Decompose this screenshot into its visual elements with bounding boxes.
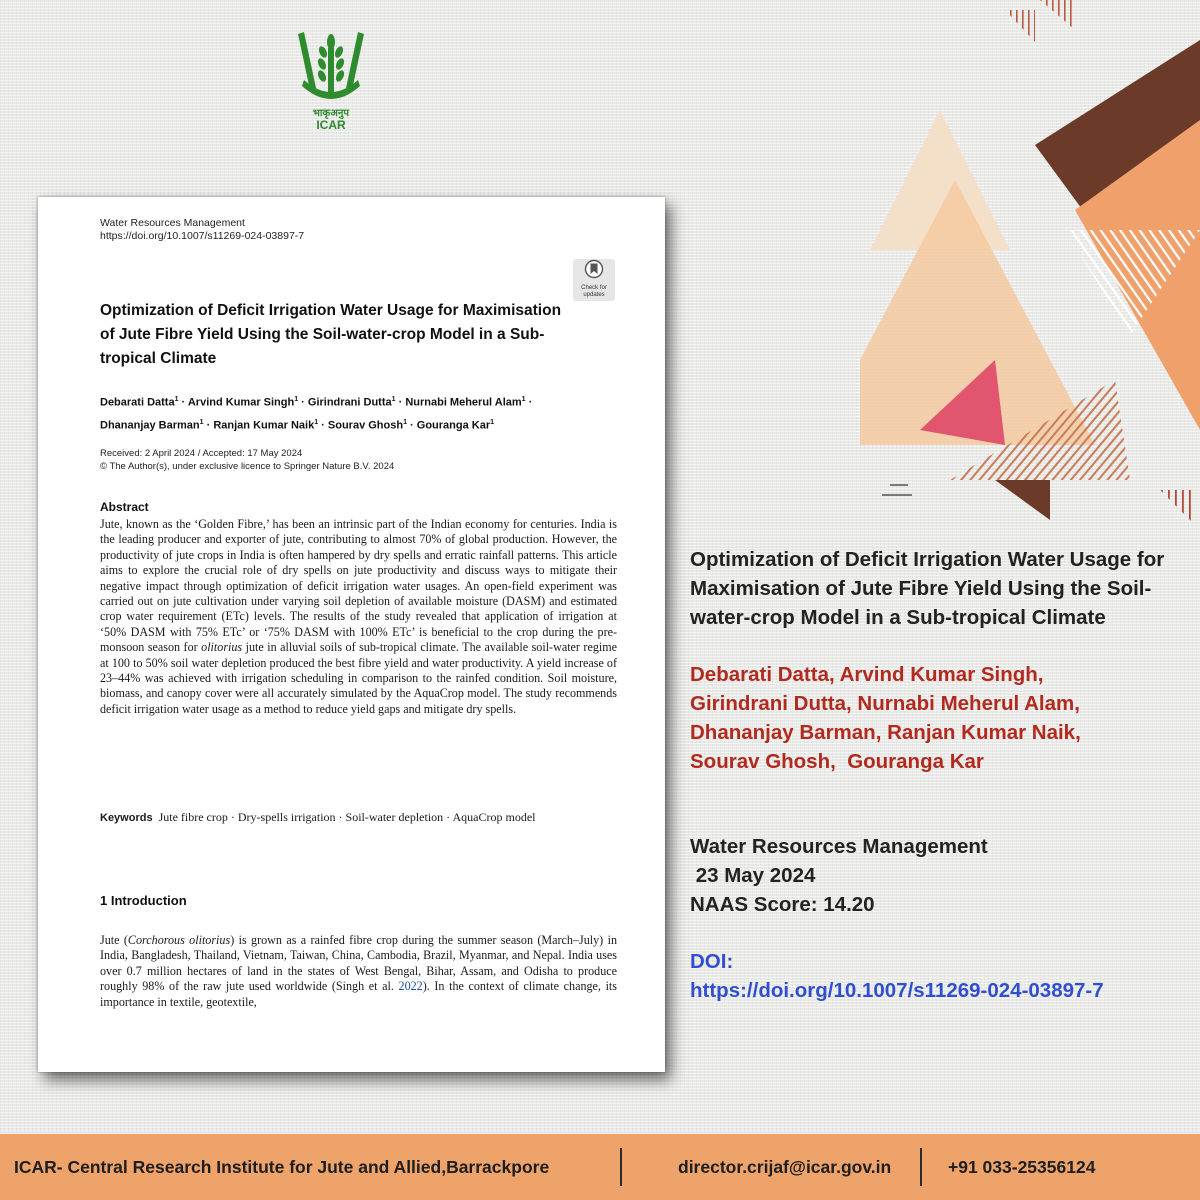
paper-author: Dhananjay Barman: [100, 419, 200, 432]
decorative-triangles: [860, 0, 1200, 530]
paper-dates: [100, 447, 394, 473]
svg-text:ICAR: ICAR: [316, 118, 346, 132]
keywords-label: Keywords: [100, 812, 153, 824]
check-for-updates-label: Check for updates: [581, 285, 607, 298]
info-authors: Debarati Datta, Arvind Kumar Singh, Girindrani Dutta, Nurnabi Meherul Alam, Dhananjay Barman, Ranjan Kumar Naik, Sourav Ghosh, Gouranga Kar: [690, 663, 1081, 773]
introduction-text: Jute (Corchorous olitorius) is grown as a rainfed fibre crop during the summer season (March–July) in India, Bangladesh, Thailand, Vietnam, Taiwan, China, Cambodia, Brazil, Myanmar, and Nepal. India uses over 0.7 million hectares of land in the states of West Bengal, Bihar, Assam, and Odisha to produce roughly 98% of the raw jute used worldwide (Singh et al. 2022). In the context of climate change, its importance in textile, geotextile,: [100, 933, 617, 1009]
wheat-emblem-icon: [290, 28, 372, 132]
publication-info: [690, 545, 1175, 1005]
paper-author: Arvind Kumar Singh: [187, 396, 295, 409]
paper-doi-link[interactable]: https://doi.org/10.1007/s11269-024-03897-7: [100, 230, 305, 242]
paper-author: Debarati Datta: [100, 396, 175, 409]
paper-author: Nurnabi Meherul Alam: [405, 396, 522, 409]
abstract-heading: Abstract: [100, 500, 149, 514]
footer-bar: [0, 1134, 1200, 1200]
deco-line-2: [882, 494, 912, 496]
info-doi-label: DOI:: [690, 950, 734, 973]
deco-hatch-top: [1005, 10, 1035, 42]
paper-preview: [38, 197, 665, 1072]
abstract-text: Jute, known as the ‘Golden Fibre,’ has been an intrinsic part of the Indian economy for centuries. India is the leading producer and exporter of jute, contributing to almost 70% of global production. However, the productivity of jute crops in India is often hampered by dry spells and erratic rainfall patterns. This article aims to explore the crucial role of dry spells on jute productivity and discuss ways to mitigate their negative impact through optimization of deficit irrigation water usages. An open-field experiment was carried out on jute cultivation under varying soil depletion of available moisture (DASM) and estimated crop water requirement (ETc) levels. The results of the study revealed that application of irrigation at ‘50% DASM with 75% ETc’ or ‘75% DASM with 100% ETc’ is beneficial to the crop during the pre-monsoon season for olitorius jute in alluvial soils of sub-tropical climate. The available soil-water regime at 100 to 50% soil water depletion produced the best fibre yield and water productivity. A yield increase of 23–44% was achieved with irrigation scheduling in comparison to the rainfed condition. Soil moisture, biomass, and canopy cover were all accurately simulated by the AquaCrop model. The study recommends deficit irrigation water usage as a method to reduce yield gaps and mitigate dry spells.: [100, 517, 617, 716]
footer-institute: ICAR- Central Research Institute for Jute and Allied,Barrackpore: [14, 1157, 550, 1177]
paper-title: Optimization of Deficit Irrigation Water Usage for Maximisation of Jute Fibre Yield Using the Soil-water-crop Model in a Sub-tropical Climate: [100, 302, 562, 367]
footer-phone[interactable]: +91 033-25356124: [948, 1157, 1096, 1177]
bookmark-icon: [584, 259, 604, 279]
paper-authors: Debarati Datta$^1$ · Arvind Kumar Singh$^1$ · Girindrani Dutta$^1$ · Nurnabi Meherul Alam$^1$ · Dhananjay Barman$^1$ · Ranjan Kumar Naik$^1$ · Sourav Ghosh$^1$ · Gouranga Kar$^1$: [100, 396, 533, 432]
paper-journal-header: [100, 217, 304, 243]
keywords: [100, 809, 600, 826]
deco-brown-small: [995, 480, 1050, 520]
footer-divider: [920, 1148, 922, 1186]
paper-author: Gouranga Kar: [416, 419, 491, 432]
paper-copyright: © The Author(s), under exclusive licence to Springer Nature B.V. 2024: [100, 461, 395, 472]
paper-author: Girindrani Dutta: [307, 396, 392, 409]
svg-text:भाकृअनुप: भाकृअनुप: [312, 108, 350, 119]
citation-link[interactable]: 2022: [398, 979, 423, 994]
footer-email-link[interactable]: director.crijaf@icar.gov.in: [678, 1157, 892, 1177]
paper-author: Ranjan Kumar Naik: [213, 419, 315, 432]
info-title: Optimization of Deficit Irrigation Water Usage for Maximisation of Jute Fibre Yield Using the Soil-water-crop Model in a Sub-tropical Climate: [690, 548, 1165, 629]
paper-author: Sourav Ghosh: [327, 419, 404, 432]
introduction-heading: 1 Introduction: [100, 893, 187, 908]
info-journal-details: Water Resources Management 23 May 2024 NAAS Score: 14.20: [690, 835, 988, 916]
paper-journal-name: Water Resources Management: [100, 217, 245, 229]
icar-logo: [290, 28, 372, 132]
keywords-list: Jute fibre crop · Dry-spells irrigation · Soil-water depletion · AquaCrop model: [158, 810, 536, 824]
deco-line-1: [890, 484, 908, 486]
deco-hatch-corner: [1040, 0, 1075, 30]
info-doi-link[interactable]: https://doi.org/10.1007/s11269-024-03897-7: [690, 979, 1104, 1002]
check-for-updates-badge[interactable]: [573, 259, 615, 301]
footer-divider: [620, 1148, 622, 1186]
paper-received-accepted: Received: 2 April 2024 / Accepted: 17 May 2024: [100, 448, 303, 459]
deco-hatch-bottom: [1160, 490, 1195, 525]
